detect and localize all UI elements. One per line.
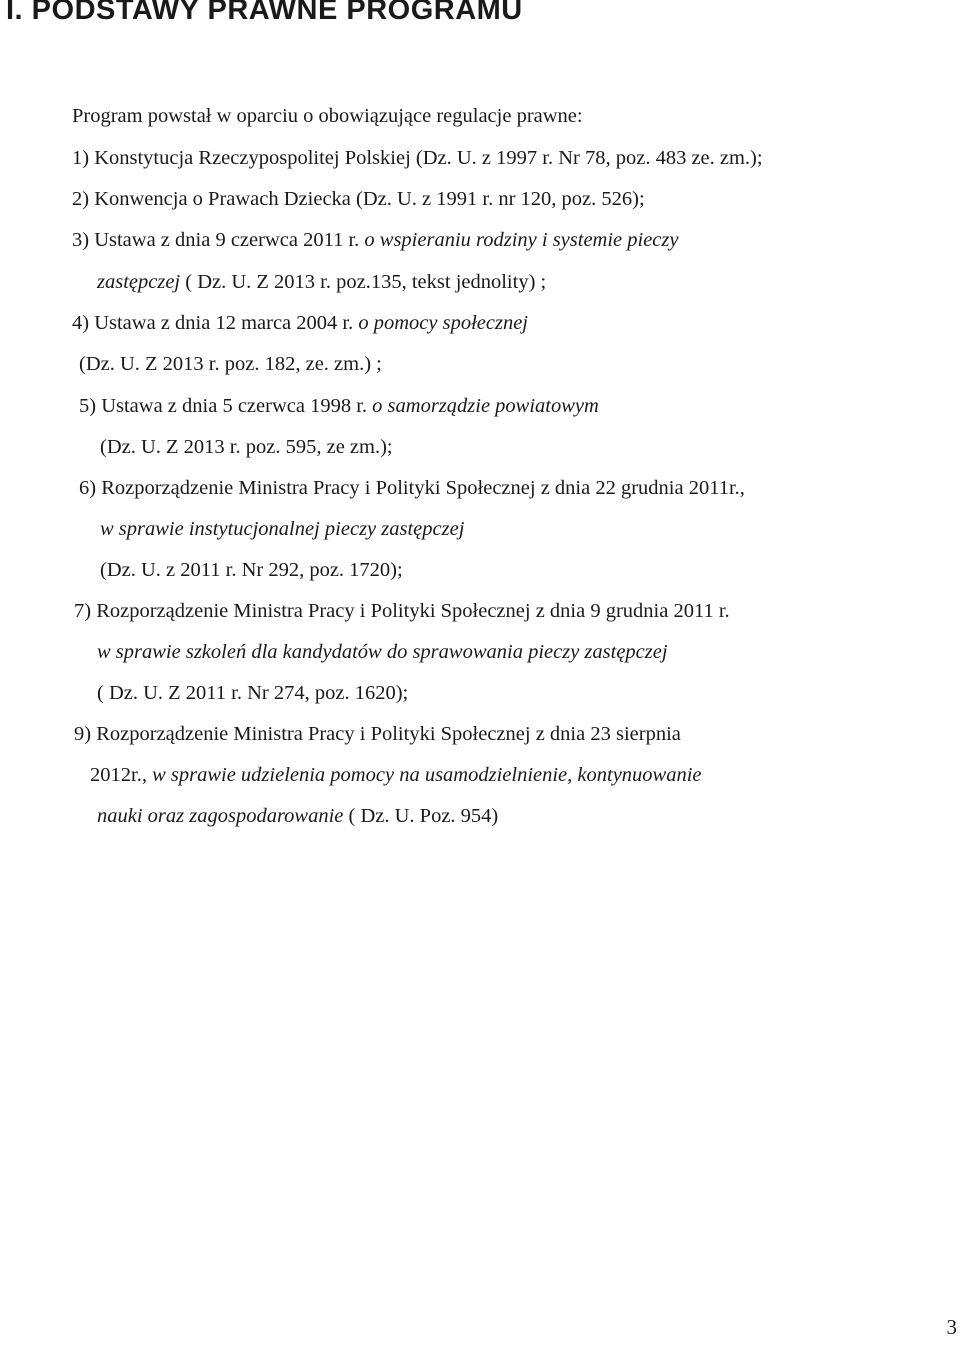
legal-item-4-line-2 — [79, 352, 382, 376]
section-heading: I. PODSTAWY PRAWNE PROGRAMU — [6, 0, 523, 26]
italic-run: , w sprawie udzielenia pomocy na usamodzielnienie, kontynuowanie — [141, 764, 702, 786]
italic-run: zastępczej — [97, 271, 181, 293]
italic-run: o wspieraniu rodziny i systemie pieczy — [364, 229, 679, 251]
text-run: 5) Ustawa z dnia 5 czerwca 1998 r. — [79, 395, 373, 417]
legal-item-7-line-2 — [97, 640, 668, 664]
text-run: 9) Rozporządzenie Ministra Pracy i Polityki Społecznej z dnia 23 sierpnia — [74, 723, 681, 745]
text-run: (Dz. U. Z 2013 r. poz. 182, ze. zm.) ; — [79, 353, 382, 375]
text-run: 3) Ustawa z dnia 9 czerwca 2011 r. — [72, 229, 365, 251]
text-run: 1) Konstytucja Rzeczypospolitej Polskiej (Dz. U. z 1997 r. Nr 78, poz. 483 ze. zm.); — [72, 147, 763, 169]
legal-item-7-line-3 — [97, 681, 408, 705]
italic-run: w sprawie instytucjonalnej pieczy zastępczej — [100, 518, 465, 540]
legal-item-5-line-1 — [79, 394, 599, 418]
text-run: 4) Ustawa z dnia 12 marca 2004 r. — [72, 312, 359, 334]
legal-item-3-line-1 — [72, 228, 679, 252]
legal-item-1-line-1 — [72, 146, 763, 170]
intro-paragraph: Program powstał w oparciu o obowiązujące regulacje prawne: — [72, 105, 583, 127]
text-run: ( Dz. U. Poz. 954) — [343, 805, 499, 827]
legal-item-6-line-1 — [79, 476, 745, 500]
legal-item-5-line-2 — [100, 435, 393, 459]
italic-run: nauki oraz zagospodarowanie — [97, 805, 344, 827]
text-run: (Dz. U. Z 2013 r. poz. 595, ze zm.); — [100, 436, 393, 458]
legal-item-2-line-1 — [72, 187, 645, 211]
italic-run: o pomocy społecznej — [358, 312, 528, 334]
legal-item-6-line-2 — [100, 517, 464, 541]
text-run: 6) Rozporządzenie Ministra Pracy i Polityki Społecznej z dnia 22 grudnia 2011r., — [79, 477, 745, 499]
italic-run: o samorządzie powiatowym — [372, 395, 599, 417]
text-run: (Dz. U. z 2011 r. Nr 292, poz. 1720); — [100, 559, 403, 581]
text-run: 2012r. — [90, 764, 142, 786]
legal-item-9-line-2 — [90, 763, 702, 787]
legal-item-4-line-1 — [72, 311, 528, 335]
page-number: 3 — [946, 1315, 957, 1339]
text-run: 2) Konwencja o Prawach Dziecka (Dz. U. z 1991 r. nr 120, poz. 526); — [72, 188, 645, 210]
italic-run: w sprawie szkoleń dla kandydatów do sprawowania pieczy zastępczej — [97, 641, 668, 663]
legal-item-9-line-1 — [74, 722, 681, 746]
text-run: 7) Rozporządzenie Ministra Pracy i Polityki Społecznej z dnia 9 grudnia 2011 r. — [74, 600, 730, 622]
legal-item-9-line-3 — [97, 804, 498, 828]
text-run: ( Dz. U. Z 2013 r. poz.135, tekst jednolity) ; — [180, 271, 547, 293]
legal-item-6-line-3 — [100, 558, 403, 582]
legal-item-3-line-2 — [97, 270, 546, 294]
text-run: ( Dz. U. Z 2011 r. Nr 274, poz. 1620); — [97, 682, 409, 704]
legal-item-7-line-1 — [74, 599, 730, 623]
